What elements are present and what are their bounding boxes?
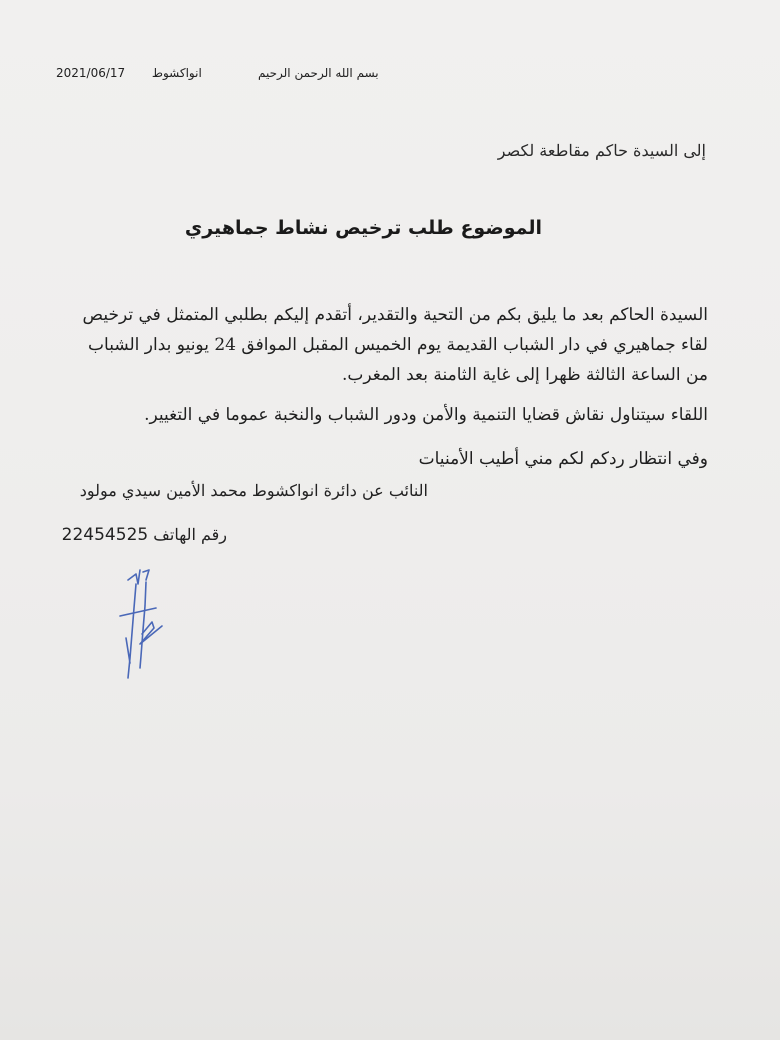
phone-number: 22454525 <box>61 525 149 545</box>
signer-name: النائب عن دائرة انواكشوط محمد الأمين سيدي مولود <box>79 481 428 500</box>
subject-line: الموضوع طلب ترخيص نشاط جماهيري <box>184 217 542 239</box>
letter-date-separator <box>125 66 152 80</box>
recipient-line: إلى السيدة حاكم مقاطعة لكصر <box>497 141 706 160</box>
body-paragraph-closing: وفي انتظار ردكم لكم مني أطيب الأمنيات <box>418 449 708 469</box>
letter-date-line <box>56 66 202 80</box>
handwritten-signature <box>118 568 178 683</box>
letter-date: 2021/06/17 <box>56 66 126 80</box>
phone-label: رقم الهاتف <box>153 525 227 544</box>
basmala: بسم الله الرحمن الرحيم <box>258 66 379 80</box>
letter-place: انواكشوط <box>151 66 202 80</box>
body-paragraph-topics: اللقاء سيتناول نقاش قضايا التنمية والأمن ودور الشباب والنخبة عموما في التغيير. <box>144 405 708 425</box>
phone-line <box>62 525 227 545</box>
body-paragraph-request: السيدة الحاكم بعد ما يليق بكم من التحية والتقدير، أتقدم إليكم بطلبي المتمثل في ترخيص لقاء جماهيري في دار الشباب القديمة يوم الخميس المقبل الموافق 24 يونيو بدار الشباب من الساعة الثالثة ظهرا إلى غاية الثامنة بعد المغرب. <box>82 305 708 385</box>
